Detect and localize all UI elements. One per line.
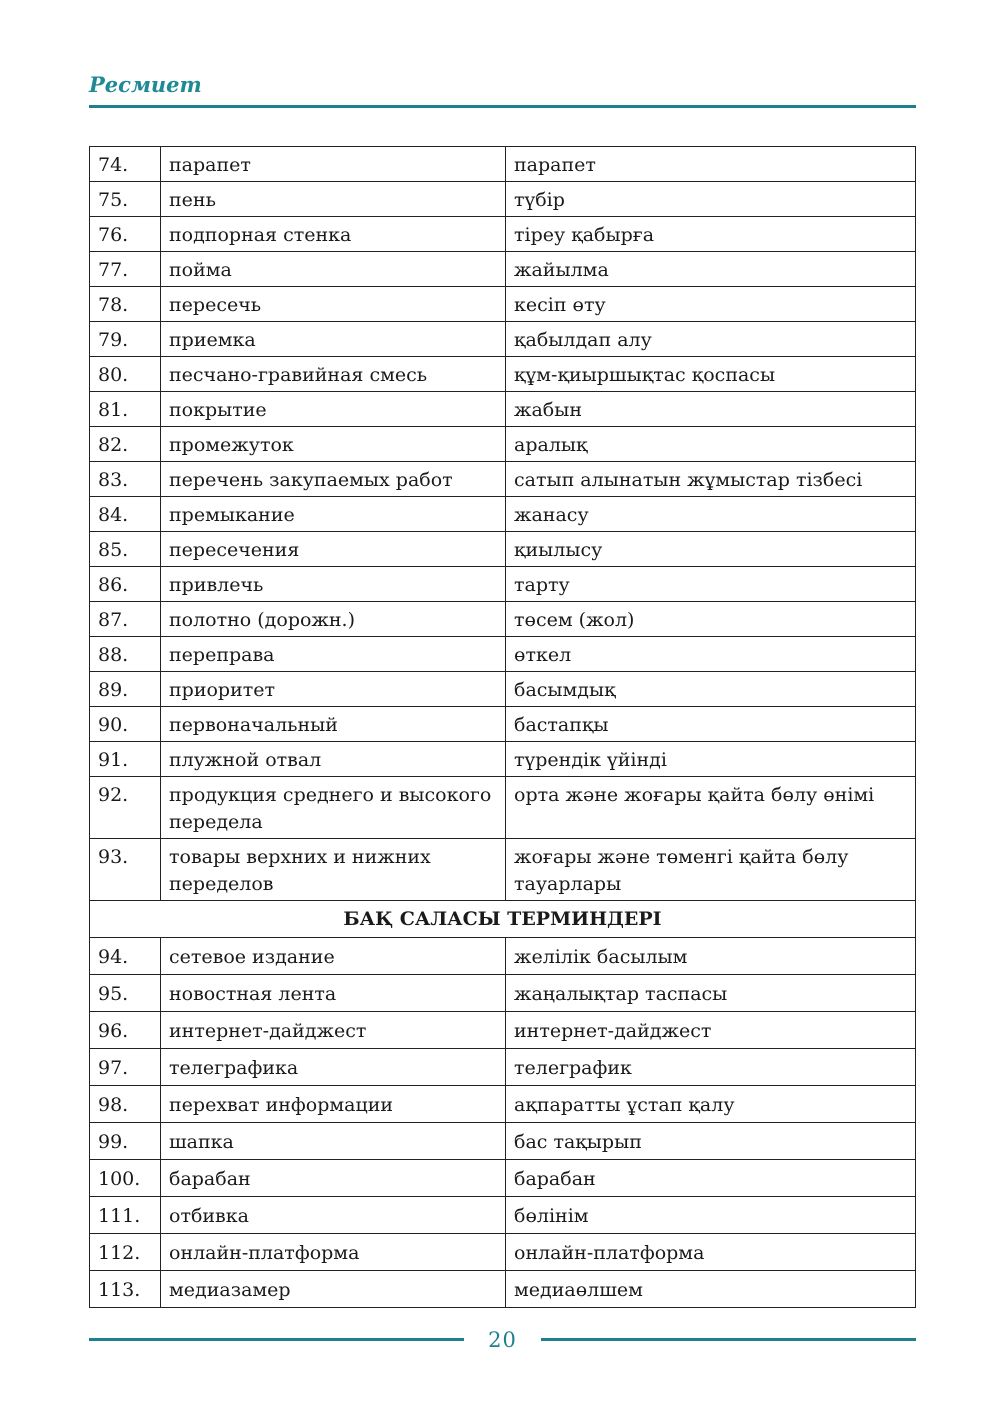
term-number: 100. xyxy=(90,1160,161,1197)
term-kazakh: сатып алынатын жұмыстар тізбесі xyxy=(506,462,916,497)
term-number: 87. xyxy=(90,602,161,637)
term-russian: первоначальный xyxy=(161,707,506,742)
table-row xyxy=(90,252,916,287)
table-row xyxy=(90,357,916,392)
term-russian: промежуток xyxy=(161,427,506,462)
term-kazakh: парапет xyxy=(506,147,916,182)
term-kazakh: қабылдап алу xyxy=(506,322,916,357)
table-row xyxy=(90,707,916,742)
term-number: 90. xyxy=(90,707,161,742)
term-number: 77. xyxy=(90,252,161,287)
table-row xyxy=(90,1086,916,1123)
term-kazakh: телеграфик xyxy=(506,1049,916,1086)
section-title: БАҚ САЛАСЫ ТЕРМИНДЕРІ xyxy=(90,901,916,938)
term-russian: онлайн-платформа xyxy=(161,1234,506,1271)
section-header-row xyxy=(90,901,916,938)
table-row xyxy=(90,975,916,1012)
term-kazakh: жанасу xyxy=(506,497,916,532)
term-number: 89. xyxy=(90,672,161,707)
term-number: 76. xyxy=(90,217,161,252)
page-header xyxy=(89,70,916,108)
term-russian: полотно (дорожн.) xyxy=(161,602,506,637)
table-row xyxy=(90,322,916,357)
term-number: 111. xyxy=(90,1197,161,1234)
term-russian: новостная лента xyxy=(161,975,506,1012)
term-number: 78. xyxy=(90,287,161,322)
term-kazakh: жоғары және төменгі қайта бөлу тауарлары xyxy=(506,839,916,901)
page-number: 20 xyxy=(488,1328,517,1352)
term-russian: парапет xyxy=(161,147,506,182)
table-row xyxy=(90,1123,916,1160)
term-number: 84. xyxy=(90,497,161,532)
table-row xyxy=(90,602,916,637)
term-kazakh: бас тақырып xyxy=(506,1123,916,1160)
term-russian: привлечь xyxy=(161,567,506,602)
term-kazakh: тіреу қабырға xyxy=(506,217,916,252)
section-header-body xyxy=(90,901,916,938)
table-row xyxy=(90,1012,916,1049)
table-row xyxy=(90,1160,916,1197)
table-row xyxy=(90,672,916,707)
term-kazakh: жаңалықтар таспасы xyxy=(506,975,916,1012)
term-number: 97. xyxy=(90,1049,161,1086)
term-russian: подпорная стенка xyxy=(161,217,506,252)
term-number: 93. xyxy=(90,839,161,901)
table-row xyxy=(90,567,916,602)
term-number: 98. xyxy=(90,1086,161,1123)
term-kazakh: аралық xyxy=(506,427,916,462)
term-number: 79. xyxy=(90,322,161,357)
term-russian: переправа xyxy=(161,637,506,672)
table-row xyxy=(90,427,916,462)
running-title: Ресмиет xyxy=(89,72,202,97)
term-number: 88. xyxy=(90,637,161,672)
term-russian: отбивка xyxy=(161,1197,506,1234)
term-kazakh: тарту xyxy=(506,567,916,602)
term-russian: премыкание xyxy=(161,497,506,532)
term-number: 74. xyxy=(90,147,161,182)
table-row xyxy=(90,839,916,901)
table-row xyxy=(90,742,916,777)
term-russian: барабан xyxy=(161,1160,506,1197)
term-russian: приоритет xyxy=(161,672,506,707)
term-russian: интернет-дайджест xyxy=(161,1012,506,1049)
term-kazakh: қиылысу xyxy=(506,532,916,567)
table-row xyxy=(90,462,916,497)
term-number: 82. xyxy=(90,427,161,462)
term-kazakh: басымдық xyxy=(506,672,916,707)
term-kazakh: төсем (жол) xyxy=(506,602,916,637)
term-number: 96. xyxy=(90,1012,161,1049)
terms-table xyxy=(89,146,916,1308)
term-number: 95. xyxy=(90,975,161,1012)
term-kazakh: онлайн-платформа xyxy=(506,1234,916,1271)
table-row xyxy=(90,392,916,427)
header-divider xyxy=(89,105,916,108)
term-kazakh: ақпаратты ұстап қалу xyxy=(506,1086,916,1123)
term-russian: пересечения xyxy=(161,532,506,567)
footer-divider-right xyxy=(541,1338,916,1341)
term-russian: телеграфика xyxy=(161,1049,506,1086)
term-russian: пересечь xyxy=(161,287,506,322)
term-number: 83. xyxy=(90,462,161,497)
term-kazakh: өткел xyxy=(506,637,916,672)
term-number: 75. xyxy=(90,182,161,217)
table-row xyxy=(90,938,916,975)
term-russian: перечень закупаемых работ xyxy=(161,462,506,497)
table-row xyxy=(90,182,916,217)
term-russian: шапка xyxy=(161,1123,506,1160)
term-kazakh: құм-қиыршықтас қоспасы xyxy=(506,357,916,392)
term-number: 86. xyxy=(90,567,161,602)
term-russian: покрытие xyxy=(161,392,506,427)
table-row xyxy=(90,1049,916,1086)
term-number: 81. xyxy=(90,392,161,427)
table-row xyxy=(90,1197,916,1234)
terms-table-body-a xyxy=(90,147,916,901)
term-number: 91. xyxy=(90,742,161,777)
term-russian: пень xyxy=(161,182,506,217)
term-kazakh: жабын xyxy=(506,392,916,427)
term-russian: приемка xyxy=(161,322,506,357)
term-russian: сетевое издание xyxy=(161,938,506,975)
table-row xyxy=(90,1271,916,1308)
term-number: 113. xyxy=(90,1271,161,1308)
term-number: 99. xyxy=(90,1123,161,1160)
table-row xyxy=(90,217,916,252)
term-kazakh: желілік басылым xyxy=(506,938,916,975)
term-russian: плужной отвал xyxy=(161,742,506,777)
term-number: 80. xyxy=(90,357,161,392)
term-kazakh: медиаөлшем xyxy=(506,1271,916,1308)
term-kazakh: бөлінім xyxy=(506,1197,916,1234)
term-kazakh: түрендік үйінді xyxy=(506,742,916,777)
term-number: 112. xyxy=(90,1234,161,1271)
term-kazakh: барабан xyxy=(506,1160,916,1197)
term-kazakh: жайылма xyxy=(506,252,916,287)
term-number: 85. xyxy=(90,532,161,567)
term-russian: медиазамер xyxy=(161,1271,506,1308)
term-kazakh: кесіп өту xyxy=(506,287,916,322)
term-kazakh: интернет-дайджест xyxy=(506,1012,916,1049)
terms-table-body-b xyxy=(90,938,916,1308)
table-row xyxy=(90,637,916,672)
term-russian: перехват информации xyxy=(161,1086,506,1123)
term-kazakh: бастапқы xyxy=(506,707,916,742)
table-row xyxy=(90,497,916,532)
term-number: 92. xyxy=(90,777,161,839)
term-kazakh: түбір xyxy=(506,182,916,217)
term-russian: товары верхних и нижних переделов xyxy=(161,839,506,901)
table-row xyxy=(90,287,916,322)
term-kazakh: орта және жоғары қайта бөлу өнімі xyxy=(506,777,916,839)
term-russian: пойма xyxy=(161,252,506,287)
table-row xyxy=(90,1234,916,1271)
term-russian: песчано-гравийная смесь xyxy=(161,357,506,392)
table-row xyxy=(90,147,916,182)
table-row xyxy=(90,777,916,839)
term-number: 94. xyxy=(90,938,161,975)
table-row xyxy=(90,532,916,567)
page-footer xyxy=(89,1326,916,1356)
term-russian: продукция среднего и высокого передела xyxy=(161,777,506,839)
